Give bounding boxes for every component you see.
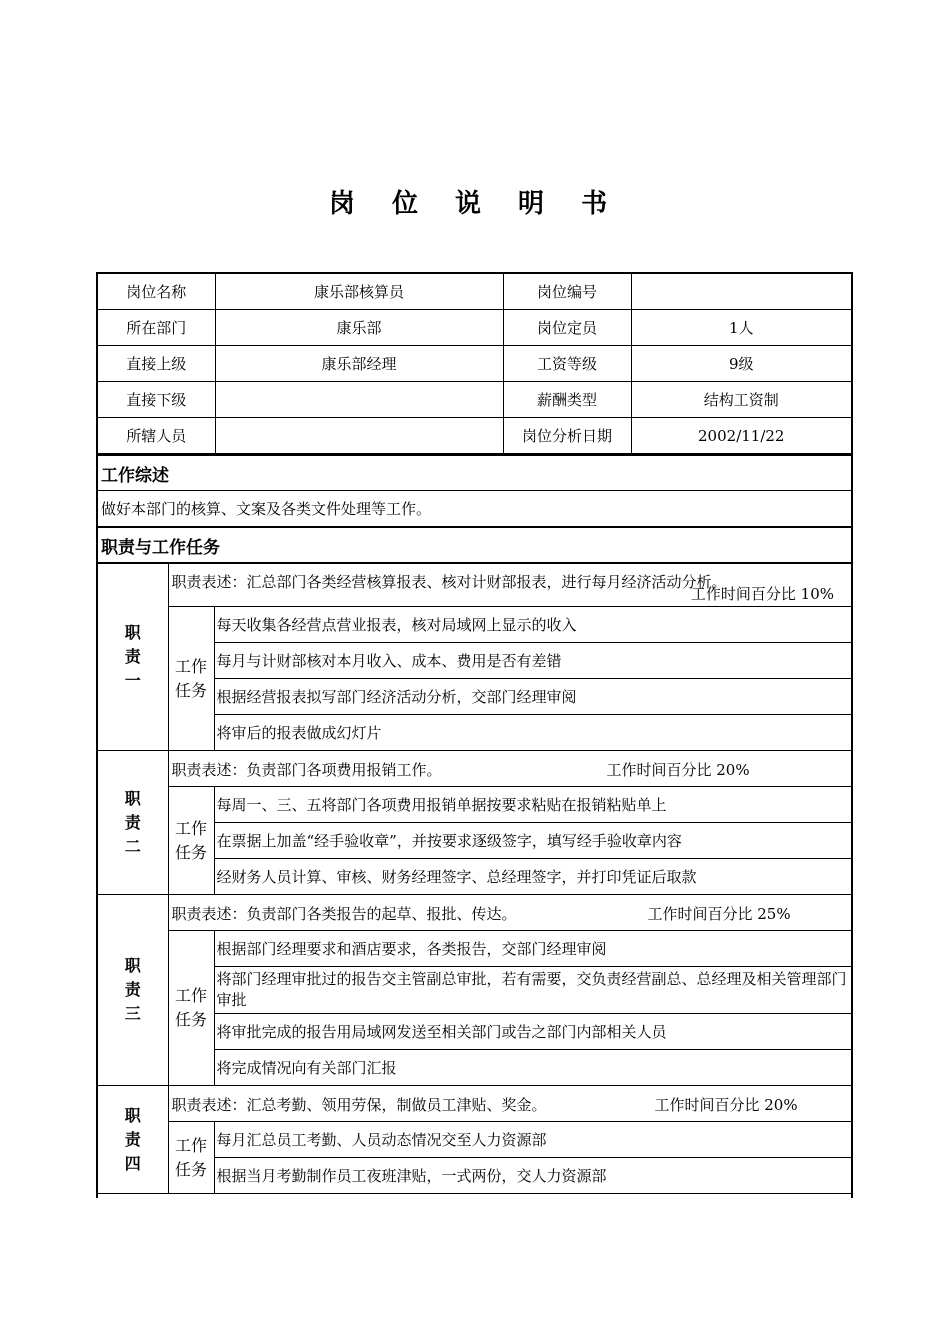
field-value: 2002/11/22 [631, 418, 851, 454]
duty-description [168, 895, 851, 931]
task-item: 根据部门经理要求和酒店要求，各类报告，交部门经理审阅 [214, 931, 851, 967]
field-value [215, 382, 503, 418]
task-item: 根据当月考勤制作员工夜班津贴，一式两份，交人力资源部 [214, 1158, 851, 1194]
task-item: 每周一、三、五将部门各项费用报销单据按要求粘贴在报销粘贴单上 [214, 787, 851, 823]
work-tasks-label: 工作任务 [168, 607, 214, 751]
field-label: 所辖人员 [98, 418, 215, 454]
duty-description-text: 职责表述：负责部门各类报告的起草、报批、传达。 [171, 905, 517, 923]
duty-description [168, 751, 851, 787]
duty-time-percent: 工作时间百分比 20% [606, 761, 750, 779]
duties-table [98, 563, 851, 1194]
field-value: 康乐部核算员 [215, 274, 503, 310]
summary-table [98, 454, 851, 563]
field-value [215, 418, 503, 454]
field-label: 岗位定员 [503, 310, 631, 346]
task-item: 每月与计财部核对本月收入、成本、费用是否有差错 [214, 643, 851, 679]
job-description-table [96, 272, 853, 1198]
work-tasks-label: 工作任务 [168, 1122, 214, 1194]
task-item: 将完成情况向有关部门汇报 [214, 1050, 851, 1086]
field-label: 薪酬类型 [503, 382, 631, 418]
field-label: 岗位名称 [98, 274, 215, 310]
duty-label: 职责三 [98, 895, 168, 1086]
task-item: 在票据上加盖“经手验收章”，并按要求逐级签字，填写经手验收章内容 [214, 823, 851, 859]
duty-description [168, 1086, 851, 1122]
task-item: 将审批完成的报告用局域网发送至相关部门或告之部门内部相关人员 [214, 1014, 851, 1050]
task-item: 根据经营报表拟写部门经济活动分析，交部门经理审阅 [214, 679, 851, 715]
task-item: 每天收集各经营点营业报表，核对局域网上显示的收入 [214, 607, 851, 643]
task-item: 将部门经理审批过的报告交主管副总审批，若有需要，交负责经营副总、总经理及相关管理部门审批 [214, 967, 851, 1014]
info-row [98, 418, 851, 454]
field-value: 1人 [631, 310, 851, 346]
duty-time-percent: 工作时间百分比 25% [647, 905, 791, 923]
info-table [98, 274, 851, 454]
duty-label: 职责一 [98, 564, 168, 751]
info-row [98, 310, 851, 346]
field-label: 直接下级 [98, 382, 215, 418]
field-value: 康乐部经理 [215, 346, 503, 382]
task-item: 经财务人员计算、审核、财务经理签字、总经理签字，并打印凭证后取款 [214, 859, 851, 895]
duty-description [168, 564, 851, 607]
field-label: 岗位分析日期 [503, 418, 631, 454]
duty-description-text: 职责表述：汇总部门各类经营核算报表、核对计财部报表，进行每月经济活动分析。 [171, 573, 727, 591]
field-label: 直接上级 [98, 346, 215, 382]
summary-heading: 工作综述 [98, 455, 851, 491]
field-value: 康乐部 [215, 310, 503, 346]
info-row [98, 382, 851, 418]
work-tasks-label: 工作任务 [168, 931, 214, 1086]
field-label: 工资等级 [503, 346, 631, 382]
duty-time-percent: 工作时间百分比 20% [654, 1096, 798, 1114]
field-value [631, 274, 851, 310]
summary-text: 做好本部门的核算、文案及各类文件处理等工作。 [98, 491, 851, 528]
duty-label: 职责四 [98, 1086, 168, 1194]
work-tasks-label: 工作任务 [168, 787, 214, 895]
duty-description-text: 职责表述：汇总考勤、领用劳保，制做员工津贴、奖金。 [171, 1096, 547, 1114]
info-row [98, 346, 851, 382]
page-title: 岗 位 说 明 书 [328, 189, 622, 219]
duty-time-percent: 工作时间百分比 10% [690, 585, 834, 603]
field-value: 9级 [631, 346, 851, 382]
task-item: 每月汇总员工考勤、人员动态情况交至人力资源部 [214, 1122, 851, 1158]
field-value: 结构工资制 [631, 382, 851, 418]
duty-description-text: 职责表述：负责部门各项费用报销工作。 [171, 761, 442, 779]
field-label: 所在部门 [98, 310, 215, 346]
duty-label: 职责二 [98, 751, 168, 895]
duties-heading: 职责与工作任务 [98, 527, 851, 563]
info-row [98, 274, 851, 310]
field-label: 岗位编号 [503, 274, 631, 310]
task-item: 将审后的报表做成幻灯片 [214, 715, 851, 751]
